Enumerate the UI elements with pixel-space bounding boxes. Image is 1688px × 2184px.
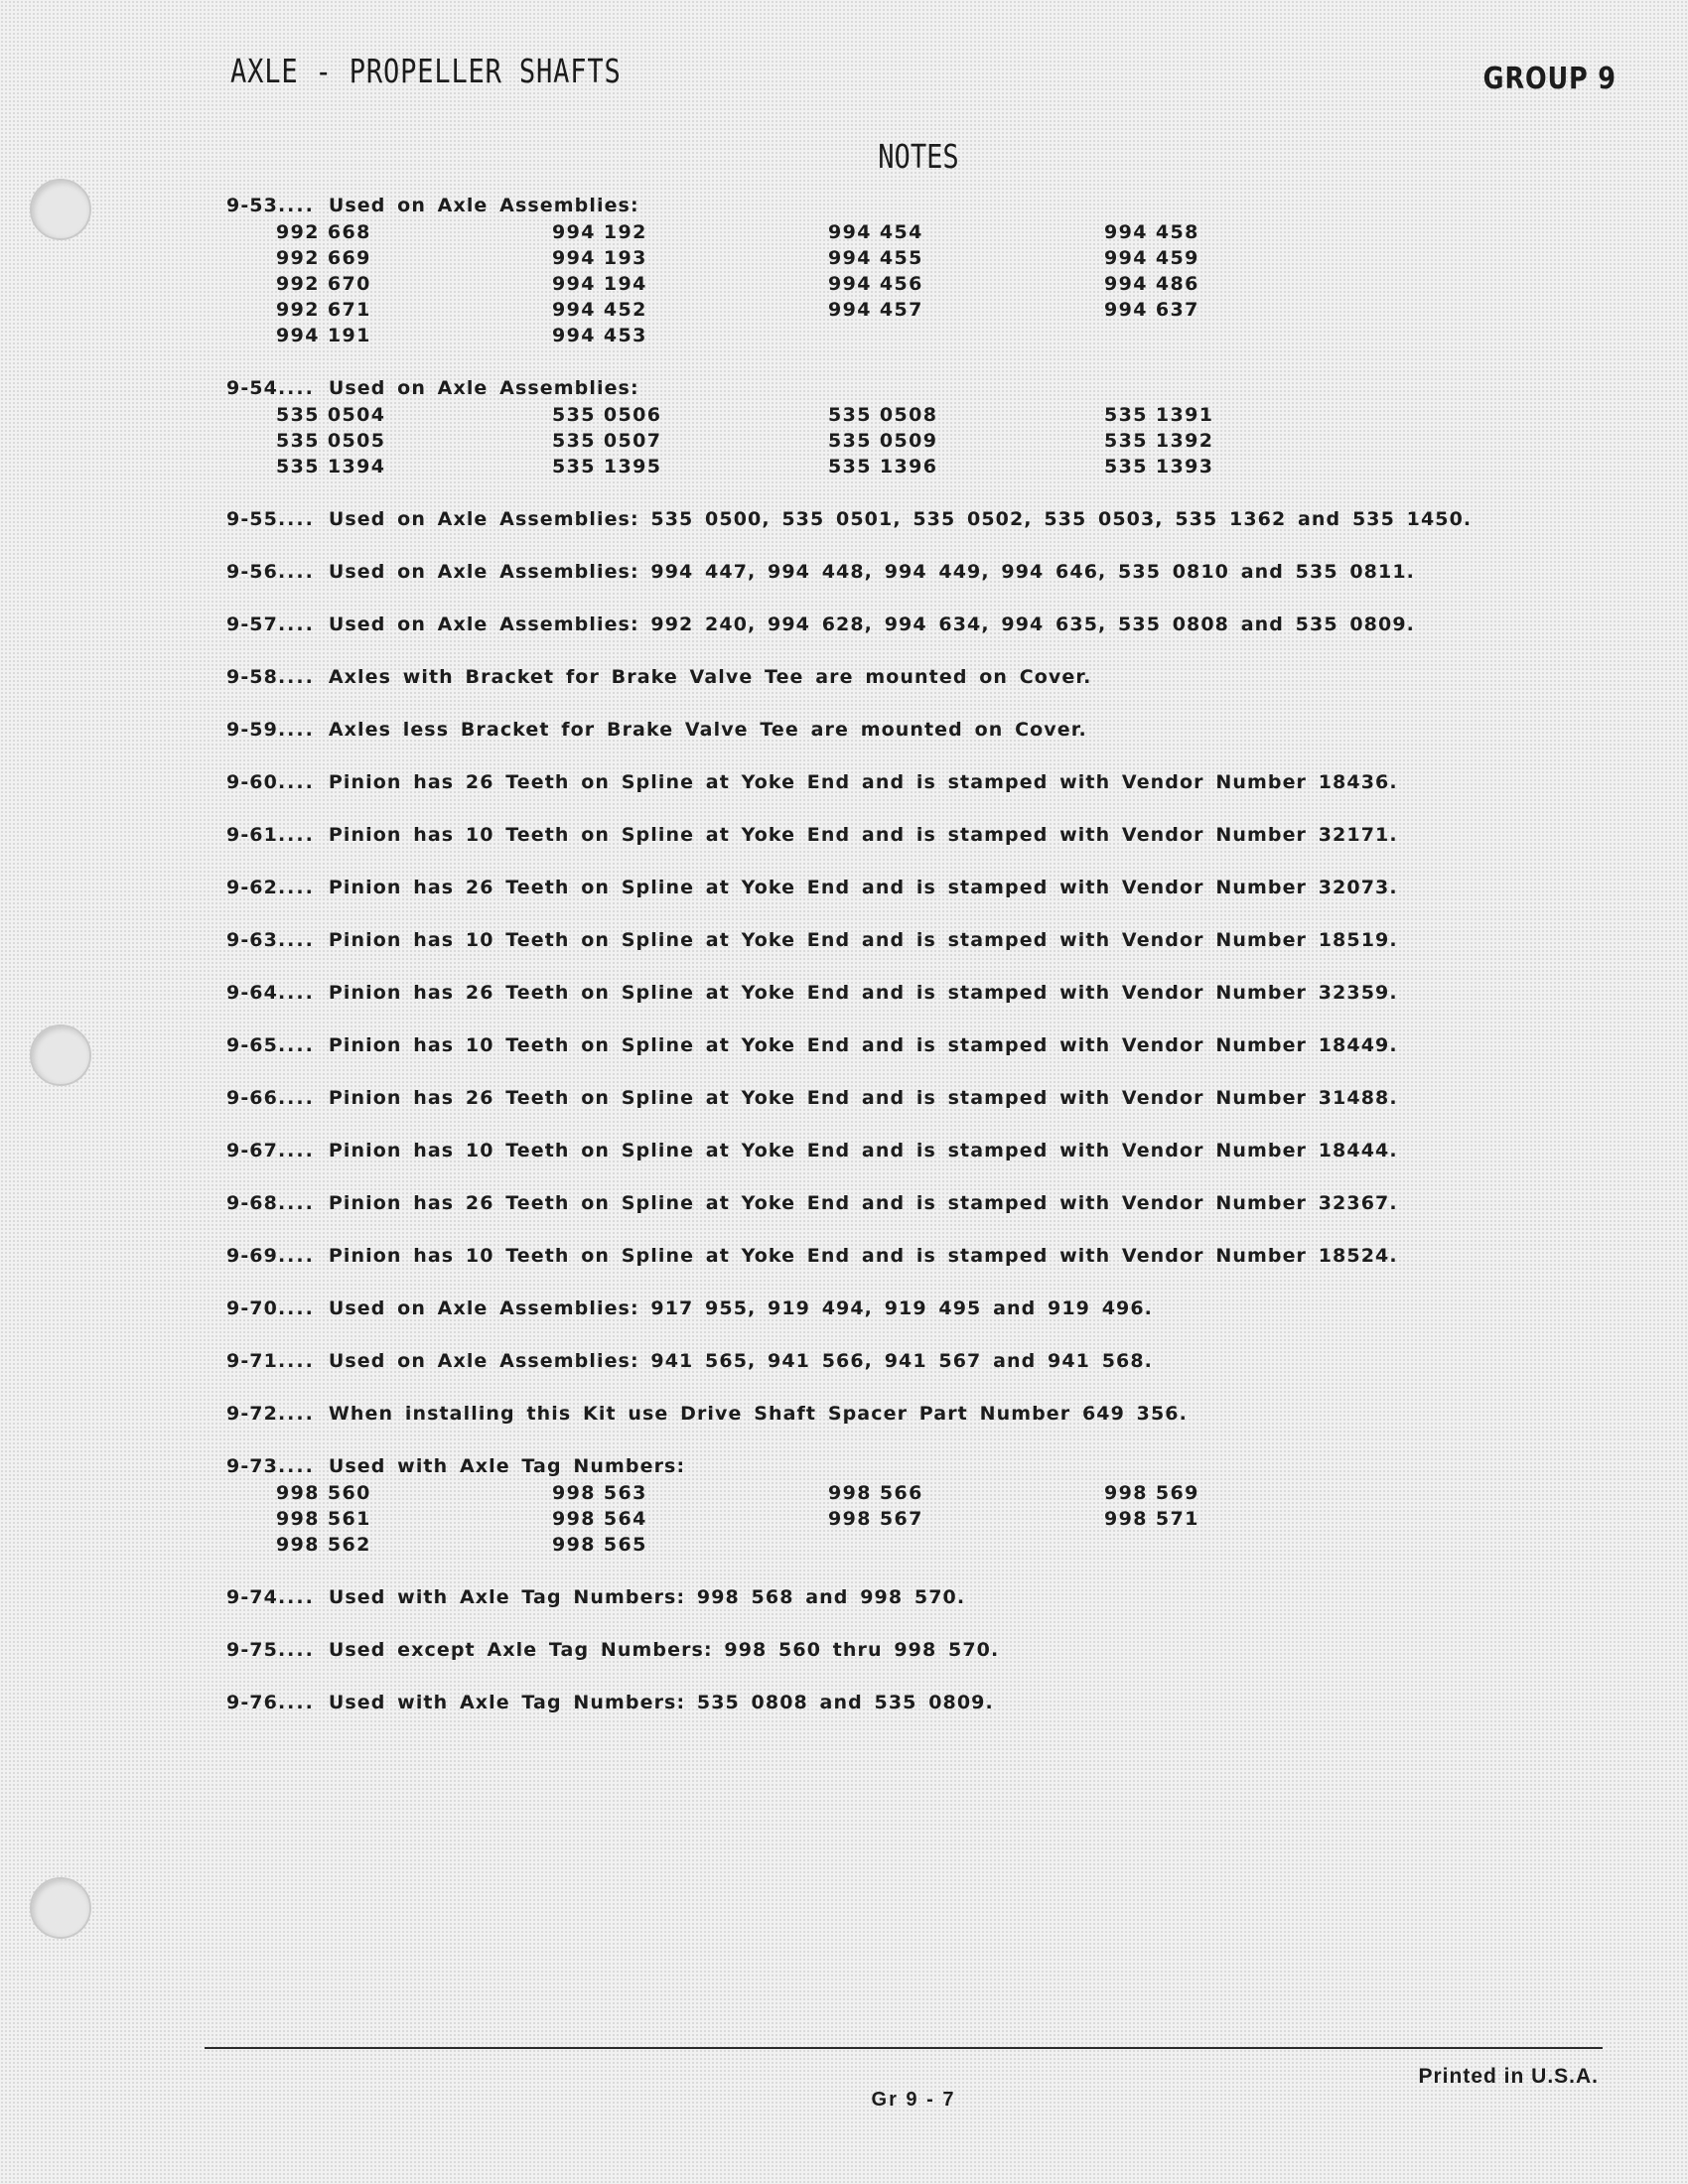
- part-number: 535 0509: [828, 430, 938, 452]
- part-number: 535 0505: [276, 430, 386, 452]
- note-text: Used on Axle Assemblies:: [328, 377, 639, 399]
- part-number-grid: [226, 1480, 1537, 1558]
- part-number: 998 561: [276, 1508, 371, 1530]
- part-number: 994 456: [828, 273, 923, 295]
- note-number: 9-72: [226, 1403, 278, 1425]
- note-leader-dots: ....: [277, 771, 315, 793]
- note-text: Pinion has 10 Teeth on Spline at Yoke End and is stamped with Vendor Number 18449.: [328, 1034, 1398, 1056]
- note-leader-dots: ....: [277, 561, 315, 583]
- page-title: AXLE - PROPELLER SHAFTS: [230, 52, 622, 90]
- part-number: 998 564: [552, 1508, 647, 1530]
- note-number: 9-66: [226, 1087, 278, 1109]
- note-number: 9-70: [226, 1297, 278, 1319]
- note-9-60: [226, 770, 1537, 794]
- part-column: [1104, 1480, 1199, 1532]
- note-9-68: [226, 1191, 1537, 1215]
- punch-hole-top: [30, 179, 91, 240]
- note-text: Axles with Bracket for Brake Valve Tee are mounted on Cover.: [328, 666, 1092, 688]
- note-9-55: [226, 507, 1537, 531]
- note-number: 9-53: [226, 195, 278, 216]
- note-leader-dots: ....: [277, 508, 315, 530]
- part-number: 998 560: [276, 1482, 371, 1504]
- note-leader-dots: ....: [277, 195, 315, 216]
- note-leader-dots: ....: [277, 1192, 315, 1214]
- note-9-56: [226, 560, 1537, 584]
- note-number: 9-65: [226, 1034, 278, 1056]
- note-9-64: [226, 981, 1537, 1005]
- note-leader-dots: ....: [277, 1455, 315, 1477]
- part-number: 994 452: [552, 299, 647, 321]
- part-number: 998 567: [828, 1508, 923, 1530]
- note-9-62: [226, 876, 1537, 899]
- note-9-67: [226, 1139, 1537, 1162]
- part-column: [1104, 402, 1213, 479]
- note-9-74: [226, 1585, 1537, 1609]
- footer-divider: [205, 2047, 1603, 2049]
- part-number-grid: [226, 402, 1537, 479]
- part-number: 998 571: [1104, 1508, 1199, 1530]
- note-9-69: [226, 1244, 1537, 1268]
- part-number: 994 637: [1104, 299, 1199, 321]
- note-9-70: [226, 1297, 1537, 1320]
- part-column: [276, 1480, 371, 1558]
- punch-hole-middle: [30, 1024, 91, 1086]
- part-column: [828, 1480, 923, 1532]
- note-9-53: [226, 194, 1537, 348]
- note-9-57: [226, 613, 1537, 636]
- note-9-76: [226, 1691, 1537, 1714]
- note-number: 9-55: [226, 508, 278, 530]
- note-9-59: [226, 718, 1537, 742]
- note-leader-dots: ....: [277, 982, 315, 1004]
- note-number: 9-62: [226, 877, 278, 898]
- part-number: 992 670: [276, 273, 371, 295]
- notes-heading: NOTES: [878, 137, 959, 176]
- part-number: 998 565: [552, 1534, 647, 1556]
- part-number: 994 457: [828, 299, 923, 321]
- note-leader-dots: ....: [277, 1297, 315, 1319]
- note-number: 9-58: [226, 666, 278, 688]
- note-text: Pinion has 10 Teeth on Spline at Yoke End and is stamped with Vendor Number 18524.: [328, 1245, 1398, 1267]
- note-number: 9-59: [226, 719, 278, 741]
- note-9-63: [226, 928, 1537, 952]
- note-9-72: [226, 1402, 1537, 1426]
- note-leader-dots: ....: [277, 1350, 315, 1372]
- part-number: 998 569: [1104, 1482, 1199, 1504]
- note-number: 9-60: [226, 771, 278, 793]
- part-number: 535 0508: [828, 404, 938, 426]
- note-leader-dots: ....: [277, 1034, 315, 1056]
- note-leader-dots: ....: [277, 1245, 315, 1267]
- part-number: 994 454: [828, 221, 923, 243]
- part-number: 994 453: [552, 325, 647, 346]
- part-number: 535 1394: [276, 456, 386, 478]
- note-number: 9-74: [226, 1586, 278, 1608]
- note-text: Used on Axle Assemblies: 917 955, 919 494, 919 495 and 919 496.: [328, 1297, 1153, 1319]
- page-number: Gr 9 - 7: [871, 2089, 956, 2111]
- part-number: 998 563: [552, 1482, 647, 1504]
- part-number: 535 0504: [276, 404, 386, 426]
- part-number: 992 671: [276, 299, 371, 321]
- note-number: 9-75: [226, 1639, 278, 1661]
- note-text: Pinion has 26 Teeth on Spline at Yoke End and is stamped with Vendor Number 32367.: [328, 1192, 1398, 1214]
- note-text: Pinion has 10 Teeth on Spline at Yoke End and is stamped with Vendor Number 18444.: [328, 1140, 1398, 1161]
- part-number: 535 0506: [552, 404, 662, 426]
- note-leader-dots: ....: [277, 1692, 315, 1713]
- note-9-73: [226, 1454, 1537, 1558]
- part-number: 994 459: [1104, 247, 1199, 269]
- part-number: 535 0507: [552, 430, 662, 452]
- part-column: [552, 219, 647, 348]
- note-leader-dots: ....: [277, 1639, 315, 1661]
- note-text: Pinion has 26 Teeth on Spline at Yoke End and is stamped with Vendor Number 31488.: [328, 1087, 1398, 1109]
- part-number: 994 458: [1104, 221, 1199, 243]
- note-text: Used on Axle Assemblies: 992 240, 994 628, 994 634, 994 635, 535 0808 and 535 0809.: [328, 614, 1415, 635]
- notes-list: [226, 194, 1537, 1743]
- note-9-61: [226, 823, 1537, 847]
- part-number: 994 191: [276, 325, 371, 346]
- note-number: 9-69: [226, 1245, 278, 1267]
- note-text: Used except Axle Tag Numbers: 998 560 thru 998 570.: [328, 1639, 1000, 1661]
- note-9-65: [226, 1033, 1537, 1057]
- group-label: GROUP 9: [1482, 62, 1617, 96]
- part-number: 535 1393: [1104, 456, 1214, 478]
- note-leader-dots: ....: [277, 877, 315, 898]
- note-text: Used on Axle Assemblies: 941 565, 941 566, 941 567 and 941 568.: [328, 1350, 1153, 1372]
- part-number: 535 1391: [1104, 404, 1214, 426]
- note-text: Pinion has 10 Teeth on Spline at Yoke End and is stamped with Vendor Number 32171.: [328, 824, 1398, 846]
- part-column: [552, 402, 661, 479]
- part-number: 994 192: [552, 221, 647, 243]
- part-column: [828, 402, 937, 479]
- note-leader-dots: ....: [277, 666, 315, 688]
- note-leader-dots: ....: [277, 1586, 315, 1608]
- part-column: [1104, 219, 1199, 323]
- part-column: [828, 219, 923, 323]
- note-text: Used on Axle Assemblies:: [328, 195, 639, 216]
- part-number: 994 194: [552, 273, 647, 295]
- note-text: Pinion has 26 Teeth on Spline at Yoke End and is stamped with Vendor Number 18436.: [328, 771, 1398, 793]
- note-leader-dots: ....: [277, 1403, 315, 1425]
- note-leader-dots: ....: [277, 614, 315, 635]
- part-number: 998 562: [276, 1534, 371, 1556]
- note-number: 9-64: [226, 982, 278, 1004]
- note-text: Used with Axle Tag Numbers: 535 0808 and 535 0809.: [328, 1692, 994, 1713]
- note-9-54: [226, 376, 1537, 479]
- note-9-66: [226, 1086, 1537, 1110]
- note-leader-dots: ....: [277, 1087, 315, 1109]
- part-number: 992 668: [276, 221, 371, 243]
- note-text: Pinion has 26 Teeth on Spline at Yoke End and is stamped with Vendor Number 32073.: [328, 877, 1398, 898]
- note-9-75: [226, 1638, 1537, 1662]
- note-number: 9-73: [226, 1455, 278, 1477]
- note-text: Used with Axle Tag Numbers:: [328, 1455, 686, 1477]
- part-number-grid: [226, 219, 1537, 348]
- note-leader-dots: ....: [277, 377, 315, 399]
- note-9-71: [226, 1349, 1537, 1373]
- part-number: 994 486: [1104, 273, 1199, 295]
- note-text: Pinion has 26 Teeth on Spline at Yoke End and is stamped with Vendor Number 32359.: [328, 982, 1398, 1004]
- note-leader-dots: ....: [277, 824, 315, 846]
- part-number: 998 566: [828, 1482, 923, 1504]
- part-number: 535 1392: [1104, 430, 1214, 452]
- note-number: 9-67: [226, 1140, 278, 1161]
- note-number: 9-57: [226, 614, 278, 635]
- note-leader-dots: ....: [277, 1140, 315, 1161]
- printed-in-label: Printed in U.S.A.: [1418, 2065, 1599, 2088]
- part-column: [276, 219, 371, 348]
- note-number: 9-54: [226, 377, 278, 399]
- note-text: Axles less Bracket for Brake Valve Tee are mounted on Cover.: [328, 719, 1087, 741]
- part-number: 994 193: [552, 247, 647, 269]
- note-text: Used with Axle Tag Numbers: 998 568 and 998 570.: [328, 1586, 966, 1608]
- note-text: When installing this Kit use Drive Shaft Spacer Part Number 649 356.: [328, 1403, 1188, 1425]
- note-text: Used on Axle Assemblies: 994 447, 994 448, 994 449, 994 646, 535 0810 and 535 0811.: [328, 561, 1415, 583]
- note-leader-dots: ....: [277, 929, 315, 951]
- part-column: [552, 1480, 647, 1558]
- note-text: Used on Axle Assemblies: 535 0500, 535 0501, 535 0502, 535 0503, 535 1362 and 535 1450.: [328, 508, 1473, 530]
- part-number: 994 455: [828, 247, 923, 269]
- part-number: 992 669: [276, 247, 371, 269]
- note-leader-dots: ....: [277, 719, 315, 741]
- note-number: 9-68: [226, 1192, 278, 1214]
- note-9-58: [226, 665, 1537, 689]
- part-column: [276, 402, 385, 479]
- note-number: 9-61: [226, 824, 278, 846]
- part-number: 535 1396: [828, 456, 938, 478]
- note-number: 9-56: [226, 561, 278, 583]
- note-text: Pinion has 10 Teeth on Spline at Yoke End and is stamped with Vendor Number 18519.: [328, 929, 1398, 951]
- part-number: 535 1395: [552, 456, 662, 478]
- note-number: 9-76: [226, 1692, 278, 1713]
- note-number: 9-63: [226, 929, 278, 951]
- punch-hole-bottom: [30, 1877, 91, 1939]
- note-number: 9-71: [226, 1350, 278, 1372]
